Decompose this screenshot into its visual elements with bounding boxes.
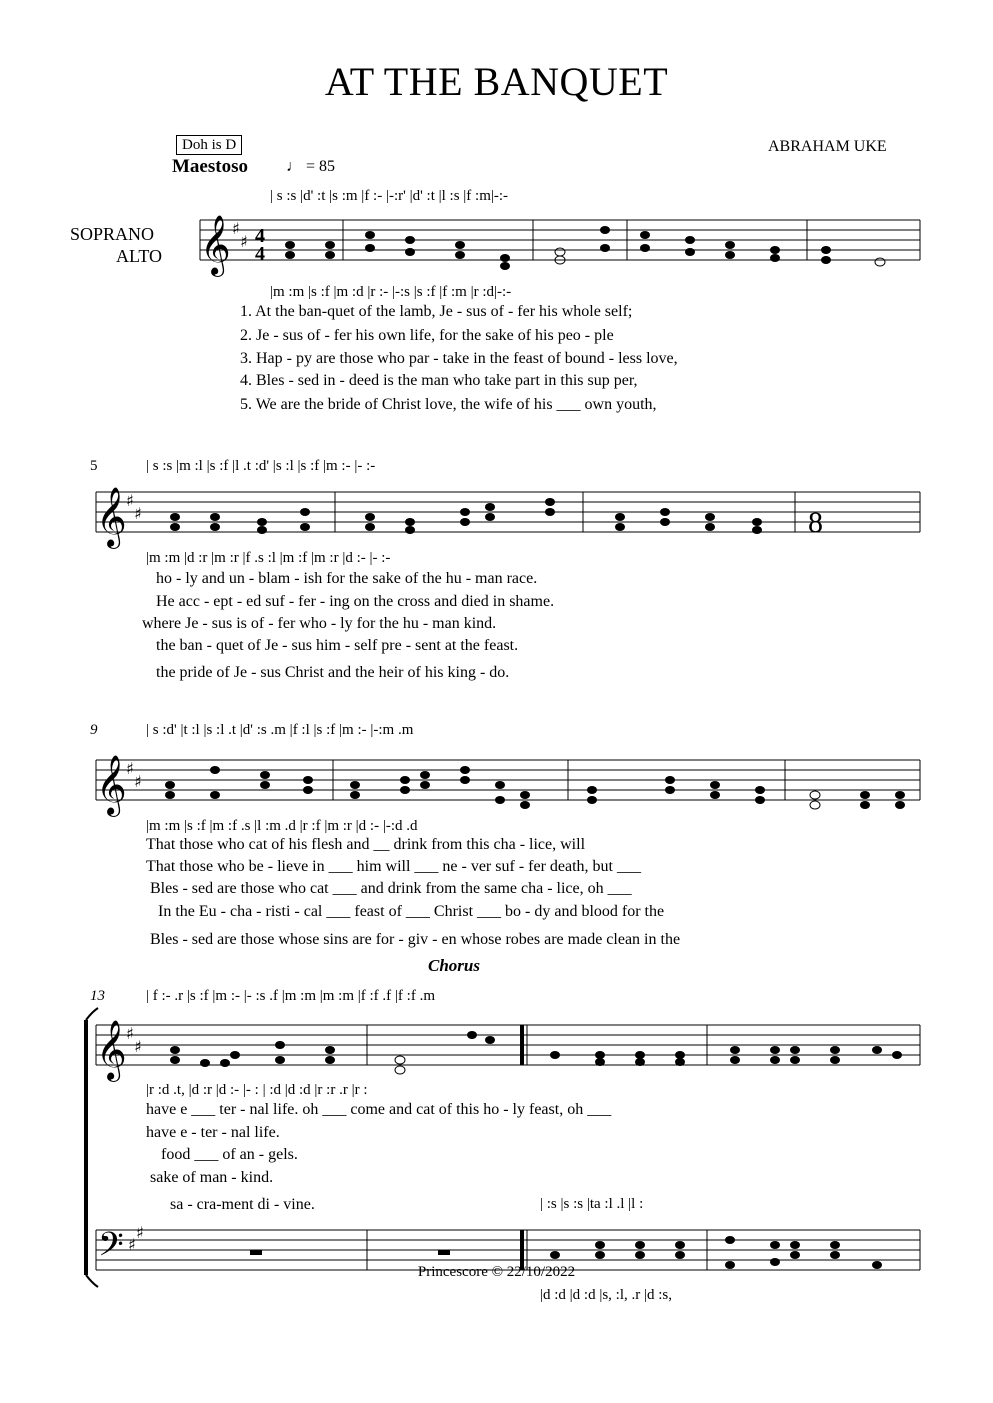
lyric-line: Bles - sed are those whose sins are for - giv - en whose robes are made clean in the xyxy=(150,931,681,948)
lyric-line: sake of man - kind. xyxy=(150,1169,274,1186)
svg-text:♯: ♯ xyxy=(126,1024,134,1043)
svg-text:♯: ♯ xyxy=(134,1037,142,1056)
tempo-marking: Maestoso xyxy=(172,156,248,177)
lyric-line: have e ___ ter - nal life. oh ___ come and cat of this ho - ly feast, oh ___ xyxy=(146,1101,612,1118)
lyric-line: 1. At the ban-quet of the lamb, Je - sus of - fer his whole self; xyxy=(240,303,633,320)
alto-solfa-line: |m :m |s :f |m :f .s |l :m .d |r :f |m :r |d :- |-:d .d xyxy=(146,818,418,834)
measure-number: 5 xyxy=(90,458,98,474)
tempo-bpm-value: = 85 xyxy=(306,158,336,175)
lyric-line: Bles - sed are those who cat ___ and drink from the same cha - lice, oh ___ xyxy=(150,880,632,897)
lyric-line: food ___ of an - gels. xyxy=(161,1146,298,1163)
noteheads xyxy=(165,226,905,1269)
svg-text:8: 8 xyxy=(808,506,823,539)
repeat-barline xyxy=(522,1025,527,1270)
lyric-line: 2. Je - sus of - fer his own life, for the sake of his peo - ple xyxy=(240,327,614,344)
soprano-solfa-line: | s :d' |t :l |s :l .t |d' :s .m |f :l |s :f |m :- |-:m .m xyxy=(146,722,414,738)
tenor-solfa-line: | :s |s :s |ta :l .l |l : xyxy=(540,1196,644,1212)
soprano-solfa-line: | s :s |m :l |s :f |l .t :d' |s :l |s :f |m :- |- :- xyxy=(146,458,376,474)
lyric-line: That those who cat of his flesh and __ drink from this cha - lice, will xyxy=(146,836,586,853)
svg-text:♯: ♯ xyxy=(240,232,248,251)
staff-1 xyxy=(200,220,920,260)
treble-clef-icon: 𝄞 xyxy=(200,215,231,275)
treble-clef-icon: 𝄞 xyxy=(96,1020,127,1080)
part-label-soprano: SOPRANO xyxy=(70,224,155,244)
lyric-line: sa - cra-ment di - vine. xyxy=(170,1196,315,1213)
rests xyxy=(250,1250,450,1255)
svg-text:♯: ♯ xyxy=(232,219,240,238)
svg-text:♯: ♯ xyxy=(128,1235,136,1254)
lyric-line: have e - ter - nal life. xyxy=(146,1124,280,1141)
alto-solfa-line: |m :m |d :r |m :r |f .s :l |m :f |m :r |d :- |- :- xyxy=(146,550,391,566)
svg-text:♯: ♯ xyxy=(134,504,142,523)
lyric-line: 3. Hap - py are those who par - take in the feast of bound - less love, xyxy=(240,350,678,367)
svg-text:♯: ♯ xyxy=(134,772,142,791)
page-title: AT THE BANQUET xyxy=(324,59,669,104)
composer: ABRAHAM UKE xyxy=(768,138,887,155)
lyric-line: In the Eu - cha - risti - cal ___ feast of ___ Christ ___ bo - dy and blood for the xyxy=(158,903,665,920)
alto-solfa-line: |r :d .t, |d :r |d :- |- : | :d |d :d |r :r .r |r : xyxy=(146,1082,368,1098)
soprano-solfa-line: | f :- .r |s :f |m :- |- :s .f |m :m |m :m |f :f .f |f :f .m xyxy=(146,988,435,1004)
soprano-solfa-line: | s :s |d' :t |s :m |f :- |-:r' |d' :t |l :s |f :m|-:- xyxy=(270,188,509,204)
lyric-line: ho - ly and un - blam - ish for the sake of the hu - man race. xyxy=(156,570,538,587)
lyric-line: He acc - ept - ed suf - fer - ing on the cross and died in shame. xyxy=(156,593,555,610)
lyric-line: where Je - sus is of - fer who - ly for the hu - man kind. xyxy=(142,615,497,632)
measure-number: 13 xyxy=(90,988,105,1004)
lyric-line: 4. Bles - sed in - deed is the man who take part in this sup per, xyxy=(240,372,638,389)
quarter-note-icon: ♩ xyxy=(286,158,302,175)
key-box: Doh is D xyxy=(176,135,242,155)
lyric-line: That those who be - lieve in ___ him will ___ ne - ver suf - fer death, but ___ xyxy=(146,858,641,875)
svg-text:♯: ♯ xyxy=(126,491,134,510)
treble-clef-icon: 𝄞 xyxy=(96,755,127,815)
measure-number: 9 xyxy=(90,722,98,738)
lyric-line: the pride of Je - sus Christ and the heir of his king - do. xyxy=(156,664,510,681)
treble-clef-icon: 𝄞 xyxy=(96,487,127,547)
alto-solfa-line: |m :m |s :f |m :d |r :- |-:s |s :f |f :m |r :d|-:- xyxy=(270,284,512,300)
chorus-label: Chorus xyxy=(428,956,480,975)
lyric-line: 5. We are the bride of Christ love, the wife of his ___ own youth, xyxy=(240,396,657,413)
svg-text:4: 4 xyxy=(255,243,265,265)
svg-text:♯: ♯ xyxy=(136,1223,144,1242)
lyric-line: the ban - quet of Je - sus him - self pre - sent at the feast. xyxy=(156,637,519,654)
svg-text:♯: ♯ xyxy=(126,759,134,778)
bass-solfa-line: |d :d |d :d |s, :l, .r |d :s, xyxy=(540,1287,673,1303)
staff-4-bass xyxy=(96,1230,920,1270)
staff-lines xyxy=(96,220,920,1270)
part-label-alto: ALTO xyxy=(116,246,163,266)
copyright-footer: Princescore © 22/10/2022 xyxy=(417,1264,576,1280)
svg-text:4: 4 xyxy=(255,225,265,247)
bass-clef-icon: 𝄢 xyxy=(98,1226,124,1272)
